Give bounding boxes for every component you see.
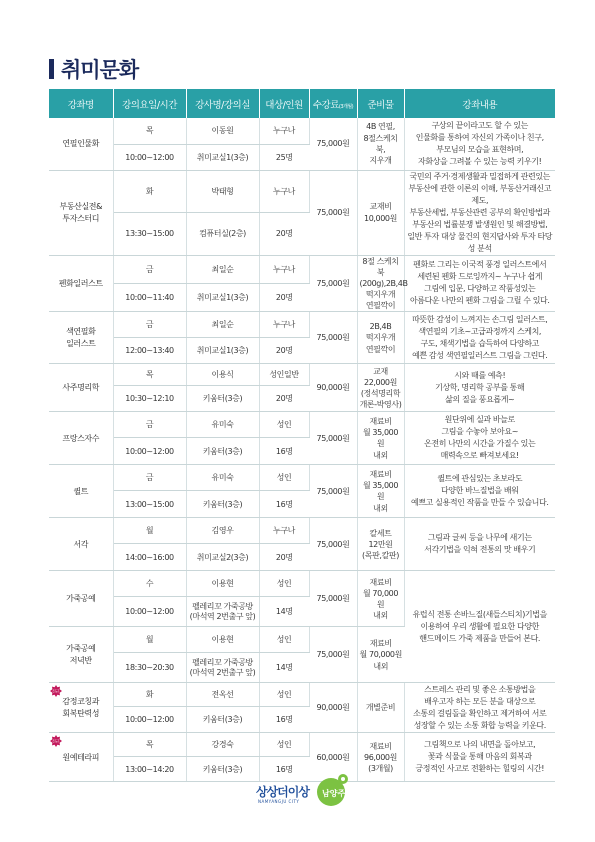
materials-line: 월 35,000원 <box>362 481 399 502</box>
course-target: 누구나 <box>259 118 309 144</box>
description-line: 구상의 끝이라고도 할 수 있는 <box>431 120 528 130</box>
table-row <box>49 364 555 386</box>
course-target: 성인 <box>259 465 309 491</box>
leather-description <box>404 571 555 683</box>
course-room: 취미교실1(3층) <box>186 144 259 170</box>
materials-line: 8절스케치북, <box>363 133 398 154</box>
description-line: 자화상을 그려볼 수 있는 능력 키우기! <box>418 156 542 166</box>
title-accent-bar <box>49 59 54 79</box>
course-name: 서각 <box>73 539 89 549</box>
course-fee: 75,000원 <box>309 465 357 518</box>
course-day: 화 <box>113 683 186 707</box>
course-fee: 75,000원 <box>309 255 357 312</box>
table-row <box>49 465 555 491</box>
course-description <box>404 364 555 412</box>
course-materials <box>357 571 404 627</box>
course-description <box>404 465 555 518</box>
table-header-row <box>49 89 555 118</box>
table-row <box>49 683 555 707</box>
description-line: 인물화를 통하여 자신의 가족이나 친구, <box>415 132 544 142</box>
description-line: 이용하여 우리 생활에 필요한 다양한 <box>420 621 539 631</box>
course-time: 14:00~16:00 <box>113 544 186 571</box>
materials-line: (정석명리학 <box>360 388 401 398</box>
materials-line: 재료비 <box>369 741 392 751</box>
course-teacher: 이동원 <box>186 118 259 144</box>
course-name-cell <box>49 465 113 518</box>
course-time: 12:00~13:40 <box>113 338 186 364</box>
course-materials <box>357 364 404 412</box>
description-line: 그림책으로 나의 내면을 돌아보고, <box>424 740 536 750</box>
description-line: 그림을 수놓아 보아요~ <box>441 427 519 437</box>
course-room: 취미교실2(3층) <box>186 544 259 571</box>
course-target: 누구나 <box>259 518 309 544</box>
course-name-cell <box>49 255 113 312</box>
course-day: 목 <box>113 733 186 757</box>
course-capacity: 20명 <box>259 386 309 412</box>
course-day: 목 <box>113 118 186 144</box>
course-materials <box>357 255 408 312</box>
course-name-cell <box>49 627 113 683</box>
description-line: 부동산의 법률분쟁 발생원인 및 해결방법, <box>412 219 548 229</box>
course-room: 키움터(3층) <box>186 386 259 412</box>
course-time: 10:00~11:40 <box>113 283 186 311</box>
course-day: 월 <box>113 518 186 544</box>
course-day: 화 <box>113 170 186 213</box>
course-capacity: 16명 <box>259 707 309 733</box>
course-fee: 75,000원 <box>309 312 357 364</box>
materials-line: 연필깍이 <box>365 344 396 354</box>
course-materials <box>357 412 404 465</box>
description-line: 국민의 주거·경제생활과 밀접하게 관련있는 <box>409 171 550 181</box>
materials-line: 재료비 <box>369 577 392 587</box>
course-day: 금 <box>113 255 186 283</box>
description-line: 스트레스 관리 및 좋은 소통방법을 <box>424 684 536 694</box>
materials-line: 10,000원 <box>364 213 397 223</box>
course-description <box>404 118 555 170</box>
description-line: 삶의 질을 풍요롭게~ <box>445 394 515 404</box>
course-room <box>186 597 259 627</box>
description-line: 서각기법을 익혀 전통의 맛 배우기 <box>424 545 536 555</box>
course-room: 키움터(3층) <box>186 438 259 465</box>
course-day: 금 <box>113 312 186 338</box>
description-line: 유럽식 전통 손바느질(새들스티치)기법을 <box>412 609 547 619</box>
course-materials <box>357 627 404 683</box>
logo-subtext: NAMYANGJU CITY <box>258 799 300 804</box>
course-teacher: 최일순 <box>186 255 259 283</box>
description-line: 원단위에 실과 바늘로 <box>444 415 515 425</box>
course-name: 프랑스자수 <box>62 433 100 443</box>
course-fee: 60,000원 <box>309 733 357 782</box>
description-line: 예쁘고 실용적인 작품을 만들 수 있습니다. <box>411 498 549 508</box>
course-capacity: 16명 <box>259 491 309 518</box>
course-name-cell <box>49 571 113 627</box>
materials-line: 칼세트 <box>369 528 392 538</box>
description-line: 긍정적인 사고로 전환하는 힐링의 시간! <box>415 764 545 774</box>
description-line: 다양한 바느질법을 배워 <box>440 486 519 496</box>
materials-line: 내외 <box>373 503 388 513</box>
course-fee: 75,000원 <box>309 627 357 683</box>
materials-line: 22,000원 <box>364 377 397 387</box>
course-room: 취미교실1(3층) <box>186 283 259 311</box>
materials-line: 내외 <box>373 661 389 671</box>
course-name: 펜화일러스트 <box>58 278 103 288</box>
course-time: 10:00~12:00 <box>113 144 186 170</box>
description-line: 일반 투자 대상 물건의 현지답사와 투자 타당성 분석 <box>407 231 553 253</box>
course-fee: 75,000원 <box>309 518 357 571</box>
course-day: 금 <box>113 465 186 491</box>
page-title-text: 취미문화 <box>61 58 139 82</box>
materials-line: (200g),2B,4B <box>359 278 408 288</box>
description-line: 매력속으로 빠져보세요! <box>440 451 519 461</box>
course-name-cell <box>49 118 113 170</box>
course-description <box>404 255 555 312</box>
course-teacher: 박태형 <box>186 170 259 213</box>
course-target: 누구나 <box>259 255 309 283</box>
description-line: 따뜻한 감성이 느껴지는 손그림 일러스트, <box>412 314 548 324</box>
materials-line: 교재비 <box>369 202 392 212</box>
course-materials <box>357 518 404 571</box>
course-teacher: 최일순 <box>186 312 259 338</box>
course-description <box>404 683 555 733</box>
course-room: 키움터(3층) <box>186 707 259 733</box>
header-desc: 강좌내용 <box>404 89 555 118</box>
course-description <box>404 170 555 255</box>
materials-line: 8절 스케치북 <box>362 256 399 277</box>
course-name: 부동산실전& 투자스터디 <box>59 201 102 223</box>
course-target: 성인 <box>259 571 309 597</box>
course-name: 연필인물화 <box>62 138 100 148</box>
course-teacher: 이용현 <box>186 571 259 597</box>
materials-line: 교재 <box>373 366 388 376</box>
course-capacity: 20명 <box>259 338 309 364</box>
description-line: 꽃과 식물을 통해 마음의 회복과 <box>427 752 532 762</box>
course-time: 10:00~12:00 <box>113 597 186 627</box>
new-badge-icon <box>50 735 62 747</box>
mascot-logo-icon <box>314 772 350 808</box>
course-capacity: 16명 <box>259 438 309 465</box>
table-row <box>49 518 555 544</box>
course-time: 10:00~12:00 <box>113 438 186 465</box>
description-line: 예쁜 감성 색연필일러스트 그림을 그린다. <box>412 350 548 360</box>
table-row <box>49 255 555 283</box>
course-name: 원예테라피 <box>62 752 100 762</box>
room-name: 펠레리꼬 가죽공방 <box>192 601 253 611</box>
description-line: 아름다운 나만의 펜화 그림을 그릴 수 있다. <box>409 296 550 306</box>
description-line: 퀼트에 관심있는 초보라도 <box>437 474 523 484</box>
table-row <box>49 571 555 597</box>
course-time: 13:30~15:00 <box>113 213 186 256</box>
materials-line: (3개월) <box>368 764 393 774</box>
course-fee: 90,000원 <box>309 683 357 733</box>
course-target: 누구나 <box>259 170 309 213</box>
description-line: 부동산에 관한 이론의 이해, 부동산거래신고제도, <box>408 183 552 205</box>
course-teacher: 강경숙 <box>186 733 259 757</box>
course-materials <box>357 683 404 733</box>
course-room: 키움터(3층) <box>186 757 259 782</box>
course-room <box>186 653 259 683</box>
description-line: 배우고자 하는 모든 분을 대상으로 <box>424 696 536 706</box>
course-table <box>49 89 555 782</box>
course-materials <box>357 118 404 170</box>
course-capacity: 14명 <box>259 597 309 627</box>
course-name-cell <box>49 733 113 782</box>
materials-line: 96,000원 <box>364 752 397 762</box>
course-capacity: 20명 <box>259 283 309 311</box>
course-teacher: 유미숙 <box>186 412 259 438</box>
new-badge-label: 신규 <box>52 689 59 695</box>
course-name: 가죽공예 저녁반 <box>66 644 96 665</box>
course-target: 성인 <box>259 627 309 653</box>
description-line: 펜화로 그리는 이국적 풍경 일러스트에서 <box>413 260 547 270</box>
table-row <box>49 733 555 757</box>
course-time: 10:30~12:10 <box>113 386 186 412</box>
course-name-cell <box>49 312 113 364</box>
course-fee: 75,000원 <box>309 170 357 255</box>
course-name-cell <box>49 170 113 255</box>
materials-line: 지우개 <box>369 155 392 165</box>
course-teacher: 이용현 <box>186 627 259 653</box>
materials-line: 월 70,000원 <box>359 650 402 660</box>
description-line: 온전히 나만의 시간을 가질수 있는 <box>424 439 536 449</box>
description-line: 기상학, 명리학 공부를 통해 <box>435 382 525 392</box>
new-badge-icon <box>50 685 62 697</box>
course-name: 사주명리학 <box>62 383 100 393</box>
materials-line: (목판,칼판) <box>362 551 399 561</box>
course-capacity: 20명 <box>259 213 309 256</box>
course-description <box>404 412 555 465</box>
course-day: 목 <box>113 364 186 386</box>
materials-line: 재료비 <box>369 417 392 427</box>
description-line: 색연필의 기초~고급과정까지 스케치, <box>418 326 542 336</box>
table-row <box>49 412 555 438</box>
course-time: 13:00~15:00 <box>113 491 186 518</box>
course-target: 성인 <box>259 733 309 757</box>
materials-line: 개별준비 <box>365 703 396 713</box>
materials-line: 4B 연필, <box>366 122 395 132</box>
header-teacher: 강사명/강의실 <box>186 89 259 118</box>
course-materials <box>357 733 404 782</box>
course-name-cell <box>49 683 113 733</box>
materials-line: 재료비 <box>369 470 392 480</box>
description-line: 소통의 걸림돌을 확인하고 제거하여 서로 <box>413 708 547 718</box>
course-target: 성인 <box>259 412 309 438</box>
description-line: 그림과 글씨 등을 나무에 새기는 <box>427 533 532 543</box>
course-day: 수 <box>113 571 186 597</box>
header-target: 대상/인원 <box>259 89 309 118</box>
course-fee: 90,000원 <box>309 364 357 412</box>
description-line: 시와 때를 예측! <box>454 370 506 380</box>
course-name: 감정코칭과 회복탄력성 <box>62 697 100 718</box>
room-note: (마석역 2번출구 앞) <box>189 611 256 621</box>
description-line: 성장할 수 있는 소통 화합 능력을 키운다. <box>413 720 546 730</box>
header-fee: 수강료(3개월) <box>309 89 357 118</box>
city-logo <box>252 772 352 812</box>
description-line: 부동산세법, 부동산관련 공부의 확인방법과 <box>409 207 550 217</box>
course-name-cell <box>49 518 113 571</box>
course-time: 18:30~20:30 <box>113 653 186 683</box>
materials-line: 내외 <box>373 450 388 460</box>
materials-line: 재료비 <box>369 639 392 649</box>
course-teacher: 유미숙 <box>186 465 259 491</box>
course-description <box>404 312 555 364</box>
course-materials <box>357 312 404 364</box>
materials-line: 내외 <box>373 611 388 621</box>
course-description <box>404 733 555 782</box>
course-name-cell <box>49 364 113 412</box>
materials-line: 12만원 <box>368 539 393 549</box>
course-teacher: 이용식 <box>186 364 259 386</box>
materials-line: 월 35,000원 <box>362 428 399 449</box>
mascot-label: 남양주 <box>322 789 346 798</box>
materials-line: 개론-박영사) <box>359 400 402 410</box>
course-fee: 75,000원 <box>309 412 357 465</box>
course-name-cell <box>49 412 113 465</box>
header-schedule: 강의요일/시간 <box>113 89 186 118</box>
course-fee: 75,000원 <box>309 571 357 627</box>
course-time: 10:00~12:00 <box>113 707 186 733</box>
course-capacity: 14명 <box>259 653 309 683</box>
description-line: 세련된 펜화 드로잉까지~ 누구나 쉽게 <box>417 272 543 282</box>
materials-line: 월 70,000원 <box>362 588 399 609</box>
course-target: 성인일반 <box>259 364 309 386</box>
materials-line: 2B,4B <box>369 322 392 332</box>
course-capacity: 16명 <box>259 757 309 782</box>
materials-line: 떡지우개 <box>365 333 396 343</box>
new-badge-label: 신규 <box>52 739 59 745</box>
logo-wordmark: 상상더이상 <box>256 785 309 799</box>
room-name: 펠레리꼬 가죽공방 <box>192 657 253 667</box>
course-room: 취미교실1(3층) <box>186 338 259 364</box>
course-target: 누구나 <box>259 312 309 338</box>
course-description <box>404 518 555 571</box>
description-line: 핸드메이드 가죽 제품을 만들어 본다. <box>419 633 541 643</box>
course-room: 키움터(3층) <box>186 491 259 518</box>
course-capacity: 25명 <box>259 144 309 170</box>
header-materials: 준비물 <box>357 89 404 118</box>
course-room: 컴퓨터실(2층) <box>186 213 259 256</box>
header-name: 강좌명 <box>49 89 113 118</box>
room-note: (마석역 2번출구 앞) <box>189 667 256 677</box>
course-capacity: 20명 <box>259 544 309 571</box>
course-name: 퀼트 <box>73 486 89 496</box>
table-row <box>49 312 555 338</box>
page-title <box>49 56 138 82</box>
course-materials <box>357 465 404 518</box>
course-table-body <box>49 118 555 782</box>
course-teacher: 전옥선 <box>186 683 259 707</box>
description-line: 그림에 입문, 다양하고 작품성있는 <box>424 284 536 294</box>
course-materials <box>357 170 404 255</box>
description-line: 구도, 채색기법을 습득하여 다양하고 <box>420 338 539 348</box>
table-row <box>49 170 555 213</box>
description-line: 부모님의 모습을 표현하며, <box>436 144 524 154</box>
course-teacher: 김영우 <box>186 518 259 544</box>
course-fee: 75,000원 <box>309 118 357 170</box>
course-target: 성인 <box>259 683 309 707</box>
course-name: 색연필화 일러스트 <box>66 327 96 348</box>
course-day: 월 <box>113 627 186 653</box>
course-name: 가죽공예 <box>66 594 96 604</box>
table-row <box>49 118 555 144</box>
materials-line: 떡지우개 <box>365 290 396 300</box>
materials-line: 연필깍이 <box>365 301 396 311</box>
course-time: 13:00~14:20 <box>113 757 186 782</box>
course-day: 금 <box>113 412 186 438</box>
